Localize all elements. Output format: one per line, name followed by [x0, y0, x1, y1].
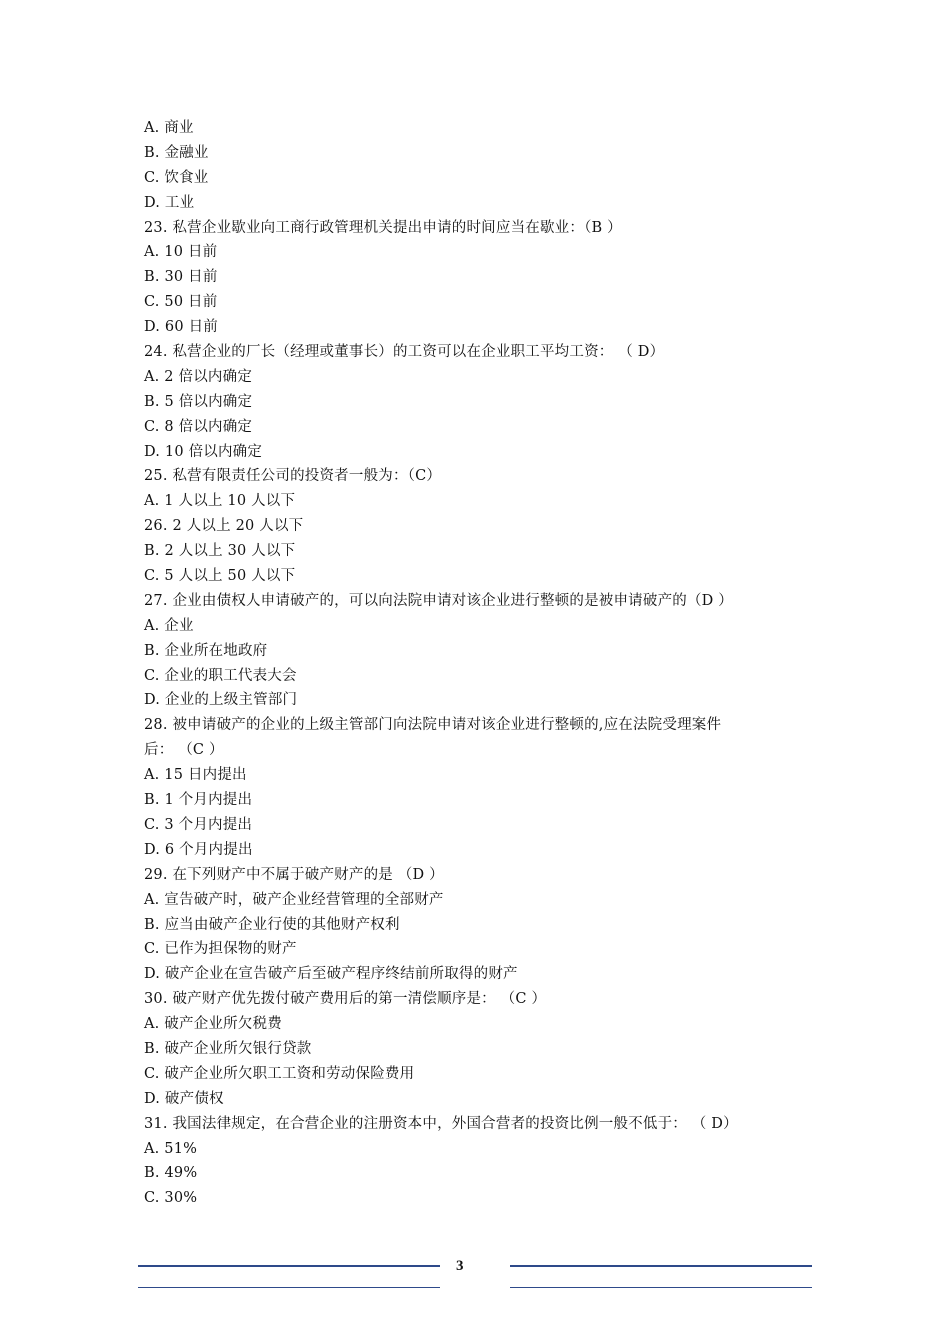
footer-rule-left-top	[138, 1265, 440, 1267]
text-line: C. 30%	[144, 1190, 198, 1207]
text-line: A. 商业	[144, 120, 194, 136]
text-line: C. 50 日前	[144, 294, 218, 311]
text-line: D. 10 倍以内确定	[144, 443, 263, 460]
text-line: B. 49%	[144, 1165, 198, 1182]
text-line: B. 应当由破产企业行使的其他财产权利	[144, 916, 400, 933]
page-footer	[0, 1255, 950, 1295]
text-line: A. 破产企业所欠税费	[144, 1016, 282, 1033]
text-line: C. 企业的职工代表大会	[144, 667, 297, 684]
text-line: B. 金融业	[144, 144, 209, 161]
text-line: D. 企业的上级主管部门	[144, 692, 298, 709]
text-line: C. 3 个月内提出	[144, 816, 253, 833]
text-line: C. 5 人以上 50 人以下	[144, 568, 296, 585]
text-line: A. 企业	[144, 617, 194, 634]
question-line: 29. 在下列财产中不属于破产财产的是 （D ）	[144, 866, 444, 883]
text-line: C. 饮食业	[144, 169, 209, 186]
footer-rule-right-top	[510, 1265, 812, 1267]
text-line: D. 60 日前	[144, 319, 218, 336]
document-body	[144, 116, 824, 1211]
text-line: A. 15 日内提出	[144, 767, 247, 784]
text-line: A. 51%	[144, 1140, 198, 1157]
question-line: 23. 私营企业歇业向工商行政管理机关提出申请的时间应当在歇业：（B ）	[144, 219, 622, 236]
text-line: D. 工业	[144, 194, 195, 211]
question-line: 28. 被申请破产的企业的上级主管部门向法院申请对该企业进行整顿的,应在法院受理案件	[144, 717, 722, 734]
footer-rule-right-bottom	[510, 1287, 812, 1288]
text-line: B. 2 人以上 30 人以下	[144, 543, 296, 560]
text-line: A. 2 倍以内确定	[144, 368, 253, 385]
text-line: B. 破产企业所欠银行贷款	[144, 1040, 312, 1057]
page-number: 3	[456, 1258, 464, 1274]
question-line: 30. 破产财产优先拨付破产费用后的第一清偿顺序是： （C ）	[144, 991, 547, 1008]
text-line: B. 5 倍以内确定	[144, 393, 253, 410]
text-line: B. 1 个月内提出	[144, 792, 253, 809]
footer-rule-left-bottom	[138, 1287, 440, 1288]
question-line: 25. 私营有限责任公司的投资者一般为：（C）	[144, 468, 442, 485]
question-line: 27. 企业由债权人申请破产的，可以向法院申请对该企业进行整顿的是被申请破产的（D ）	[144, 592, 734, 609]
text-line: B. 企业所在地政府	[144, 642, 268, 659]
text-line: A. 1 人以上 10 人以下	[144, 493, 296, 510]
text-line: D. 6 个月内提出	[144, 841, 253, 858]
text-line: C. 已作为担保物的财产	[144, 941, 297, 958]
text-line: C. 破产企业所欠职工工资和劳动保险费用	[144, 1065, 415, 1082]
text-line: D. 破产企业在宣告破产后至破产程序终结前所取得的财产	[144, 966, 518, 983]
question-line: 24. 私营企业的厂长（经理或董事长）的工资可以在企业职工平均工资： （ D）	[144, 344, 665, 361]
text-line: D. 破产债权	[144, 1090, 224, 1107]
text-line: C. 8 倍以内确定	[144, 418, 253, 435]
question-line-continuation: 后： （C ）	[144, 742, 224, 759]
question-line: 26. 2 人以上 20 人以下	[144, 518, 304, 535]
text-line: A. 宣告破产时，破产企业经营管理的全部财产	[144, 891, 444, 908]
text-line: B. 30 日前	[144, 269, 218, 286]
question-line: 31. 我国法律规定，在合营企业的注册资本中，外国合营者的投资比例一般不低于： （ D）	[144, 1115, 738, 1132]
text-line: A. 10 日前	[144, 244, 218, 261]
